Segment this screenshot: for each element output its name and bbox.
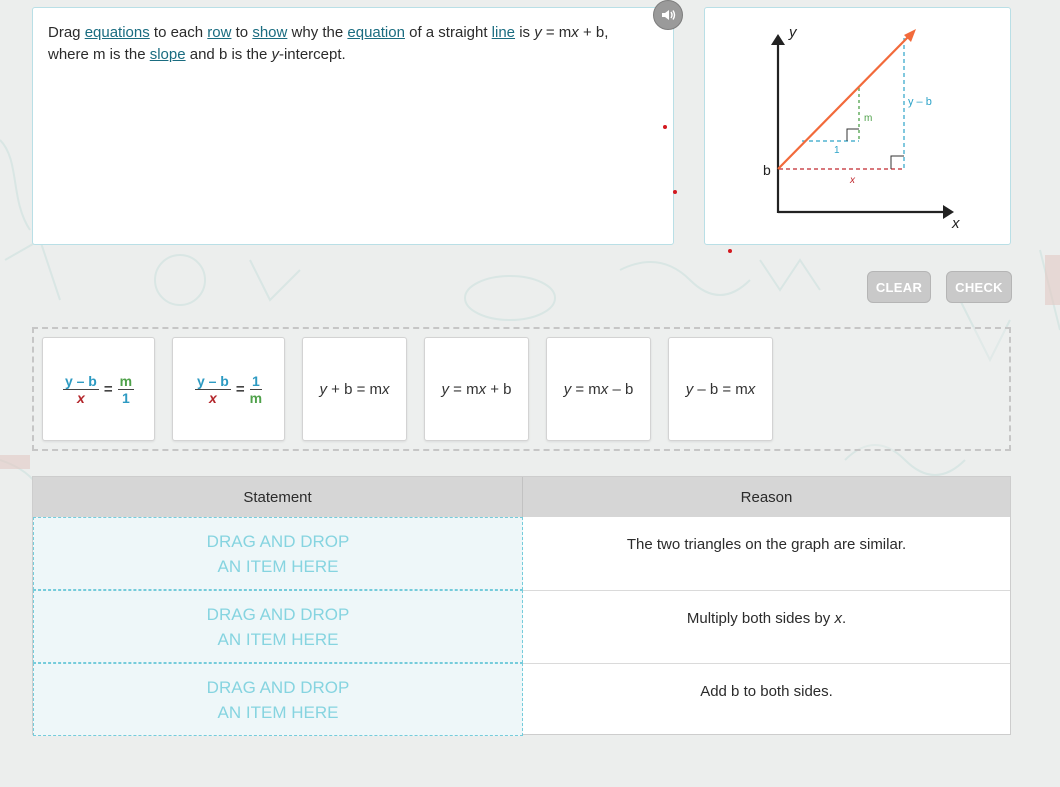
fraction-left (63, 373, 99, 406)
reason-part: Multiply both sides by (686, 610, 835, 627)
numerator: 1 (251, 372, 260, 389)
denominator: x (76, 389, 85, 406)
reason-text: Add b to both sides. (700, 683, 833, 700)
numerator: m (119, 372, 133, 389)
drop-zone-text (207, 529, 350, 579)
equation-part: = m (448, 380, 479, 398)
run-x-label: x (850, 175, 855, 186)
drop-zone-text (207, 602, 350, 652)
unit-rise-label: m (864, 113, 873, 124)
right-angle-large (891, 156, 904, 169)
marker-dot (663, 125, 667, 129)
header-reason: Reason (523, 477, 1010, 517)
glossary-link-show[interactable]: show (252, 24, 288, 41)
equation-part: – b = m (693, 380, 748, 398)
marker-dot (673, 190, 677, 194)
proof-table (32, 476, 1011, 735)
denominator: m (249, 389, 263, 406)
fraction-right (250, 373, 262, 406)
var-y: y (685, 380, 694, 398)
right-angle-small (847, 129, 859, 141)
header-statement: Statement (33, 477, 523, 517)
prompt-var-x: x (571, 24, 579, 41)
prompt-fragment: = m (541, 24, 572, 41)
sloped-line (778, 35, 910, 169)
prompt-fragment: is (515, 24, 535, 41)
drop-text-line: AN ITEM HERE (217, 702, 339, 722)
drop-text-line: DRAG AND DROP (206, 531, 350, 551)
slope-diagram (705, 8, 1012, 246)
fraction-equation (63, 373, 134, 406)
drop-text-line: DRAG AND DROP (206, 677, 350, 697)
prompt-var-y: y (271, 46, 279, 63)
fraction-right (118, 373, 134, 406)
equation-part: + b = m (326, 380, 383, 398)
drop-text-line: AN ITEM HERE (217, 629, 339, 649)
audio-button[interactable] (653, 0, 683, 30)
draggable-tile-y-eq-mx-minus-b[interactable] (546, 337, 651, 441)
glossary-link-row[interactable]: row (207, 24, 232, 41)
var-y: y (441, 380, 449, 398)
speaker-icon (660, 7, 676, 23)
glossary-link-line[interactable]: line (491, 24, 516, 41)
var-x: x (600, 380, 609, 398)
var-x: x (478, 380, 487, 398)
equals-sign: = (103, 380, 113, 398)
y-axis-arrow (771, 34, 785, 45)
prompt-fragment: + b, (578, 24, 609, 41)
glossary-link-equations[interactable]: equations (84, 24, 150, 41)
prompt-fragment: to (231, 24, 253, 41)
tile-equation (686, 381, 756, 398)
equation-part: + b (486, 380, 512, 398)
prompt-fragment: why the (287, 24, 348, 41)
prompt-fragment: to each (149, 24, 208, 41)
prompt-fragment: where m is the (48, 46, 150, 63)
tile-equation (441, 381, 511, 398)
drop-zone-text (207, 675, 350, 725)
draggable-tile-y-minus-b[interactable] (668, 337, 773, 441)
fraction-left (195, 373, 231, 406)
numerator: y – b (196, 372, 229, 389)
drop-zone-row-3[interactable] (33, 663, 523, 736)
tile-equation (319, 381, 389, 398)
numerator: y – b (64, 372, 97, 389)
reason-row-3 (523, 663, 1010, 736)
reason-row-2 (523, 590, 1010, 663)
reason-row-1 (523, 517, 1010, 590)
denominator: 1 (121, 389, 130, 406)
reason-var-x: x (834, 610, 842, 627)
var-y: y (319, 380, 327, 398)
x-axis-label: x (952, 215, 960, 232)
var-x: x (747, 380, 756, 398)
marker-dot (728, 249, 732, 253)
draggable-tile-y-plus-b[interactable] (302, 337, 407, 441)
unit-run-label: 1 (834, 145, 840, 156)
prompt-var-y: y (534, 24, 542, 41)
clear-button[interactable]: CLEAR (867, 271, 931, 303)
var-y: y (563, 380, 572, 398)
prompt-fragment: Drag (48, 24, 85, 41)
b-label: b (763, 162, 771, 178)
drop-text-line: AN ITEM HERE (217, 556, 339, 576)
var-x: x (382, 380, 390, 398)
drop-zone-row-1[interactable] (33, 517, 523, 590)
reason-text: The two triangles on the graph are similar. (626, 536, 907, 553)
prompt-text (48, 22, 658, 66)
rise-label: y – b (908, 96, 932, 108)
prompt-fragment: and b is the (185, 46, 272, 63)
denominator: x (208, 389, 217, 406)
equation-part: – b (608, 380, 634, 398)
tile-equation (564, 381, 634, 398)
y-axis-label: y (789, 24, 797, 41)
prompt-panel (32, 7, 674, 245)
fraction-equation (195, 373, 262, 406)
prompt-fragment: -intercept. (278, 46, 346, 63)
check-button[interactable]: CHECK (946, 271, 1012, 303)
glossary-link-equation[interactable]: equation (347, 24, 405, 41)
graph-panel (704, 7, 1011, 245)
reason-part: . (841, 610, 847, 627)
glossary-link-slope[interactable]: slope (149, 46, 186, 63)
draggable-tile-ratio-m-over-1[interactable] (42, 337, 155, 441)
equation-part: = m (571, 380, 601, 398)
equals-sign: = (235, 380, 245, 398)
prompt-fragment: of a straight (404, 24, 492, 41)
reason-text (687, 610, 846, 663)
drop-zone-row-2[interactable] (33, 590, 523, 663)
drop-text-line: DRAG AND DROP (206, 604, 350, 624)
draggable-tile-y-eq-mx-plus-b[interactable] (424, 337, 529, 441)
draggable-tile-ratio-1-over-m[interactable] (172, 337, 285, 441)
